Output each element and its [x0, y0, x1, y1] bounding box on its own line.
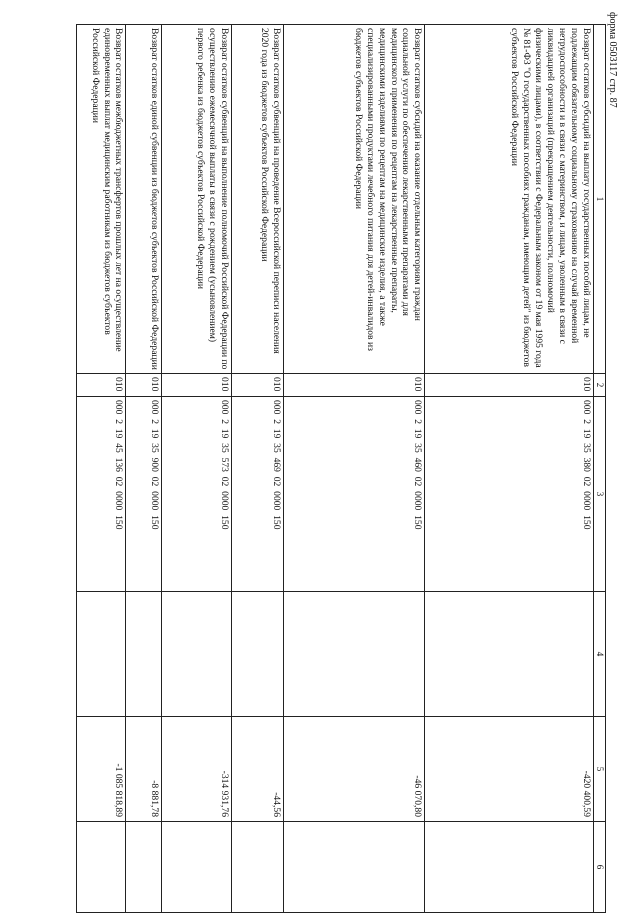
table-row [126, 25, 162, 913]
table-row [77, 25, 126, 913]
row-name: Возврат остатков единой субвенции из бюджетов субъектов Российской Федерации [126, 25, 162, 374]
row-amount: -44,56 [232, 717, 284, 822]
row-col6 [126, 822, 162, 913]
row-line-code: 010 [162, 374, 232, 397]
row-budget-code: 000 2 19 35 573 02 0000 150 [162, 397, 232, 592]
row-amount: -314 931,76 [162, 717, 232, 822]
row-budget-code: 000 2 19 35 460 02 0000 150 [283, 397, 425, 592]
report-table-sheet [76, 24, 606, 882]
row-budget-code: 000 2 19 35 900 02 0000 150 [126, 397, 162, 592]
row-col6 [162, 822, 232, 913]
table-row [232, 25, 284, 913]
column-header-3: 3 [593, 397, 605, 592]
table-row [425, 25, 594, 913]
row-col4 [283, 592, 425, 717]
row-col6 [77, 822, 126, 913]
row-col4 [162, 592, 232, 717]
table-row [283, 25, 425, 913]
row-budget-code: 000 2 19 35 380 02 0000 150 [425, 397, 594, 592]
form-number-note: форма 0503117 стр. 87 [607, 12, 618, 108]
row-line-code: 010 [283, 374, 425, 397]
column-header-6: 6 [593, 822, 605, 913]
row-budget-code: 000 2 19 45 136 02 0000 150 [77, 397, 126, 592]
row-col6 [283, 822, 425, 913]
table-row [162, 25, 232, 913]
row-amount: -1 085 818,89 [77, 717, 126, 822]
report-table [76, 24, 606, 913]
column-header-2: 2 [593, 374, 605, 397]
column-header-4: 4 [593, 592, 605, 717]
row-line-code: 010 [126, 374, 162, 397]
row-name: Возврат остатков межбюджетных трансфертов прошлых лет на осуществление единовременных выплат медицинским работникам из бюджетов субъектов Российской Федерации [77, 25, 126, 374]
row-amount: -46 070,80 [283, 717, 425, 822]
column-header-5: 5 [593, 717, 605, 822]
row-line-code: 010 [77, 374, 126, 397]
column-number-row [593, 25, 605, 913]
row-col6 [232, 822, 284, 913]
row-col4 [232, 592, 284, 717]
row-col4 [425, 592, 594, 717]
row-line-code: 010 [232, 374, 284, 397]
row-line-code: 010 [425, 374, 594, 397]
row-amount: -420 400,59 [425, 717, 594, 822]
row-name: Возврат остатков субвенций на выполнение полномочий Российской Федерации по осуществлению ежемесячной выплаты в связи с рождением (усыновлением) первого ребенка из бюджетов субъектов Российской Федерации [162, 25, 232, 374]
row-name: Возврат остатков субвенций на проведение Всероссийской переписи населения 2020 года из бюджетов субъектов Российской Федерации [232, 25, 284, 374]
row-col4 [126, 592, 162, 717]
row-name: Возврат остатков субсидий на оказание отдельным категориям граждан социальной услуги по обеспечению лекарственными препаратами для медицинского применения по рецептам на лекарственные препараты, медицинскими изделиями по рецептам на медицинские изделия, а также специализированными продуктами лечебного питания для детей-инвалидов из бюджетов субъектов Российской Федерации [283, 25, 425, 374]
row-name: Возврат остатков субсидий на выплату государственных пособий лицам, не подлежащим обязательному социальному страхованию на случай временной нетрудоспособности и в связи с материнством, и лицам, уволенным в связи с ликвидацией организаций (прекращением деятельности, полномочий физическими лицами), в соответствии с Федеральным законом от 19 мая 1995 года № 81-ФЗ "О государственных пособиях гражданам, имеющим детей" из бюджетов субъектов Российской Федерации [425, 25, 594, 374]
row-col6 [425, 822, 594, 913]
column-header-1: 1 [593, 25, 605, 374]
row-budget-code: 000 2 19 35 469 02 0000 150 [232, 397, 284, 592]
row-col4 [77, 592, 126, 717]
row-amount: -8 881,78 [126, 717, 162, 822]
